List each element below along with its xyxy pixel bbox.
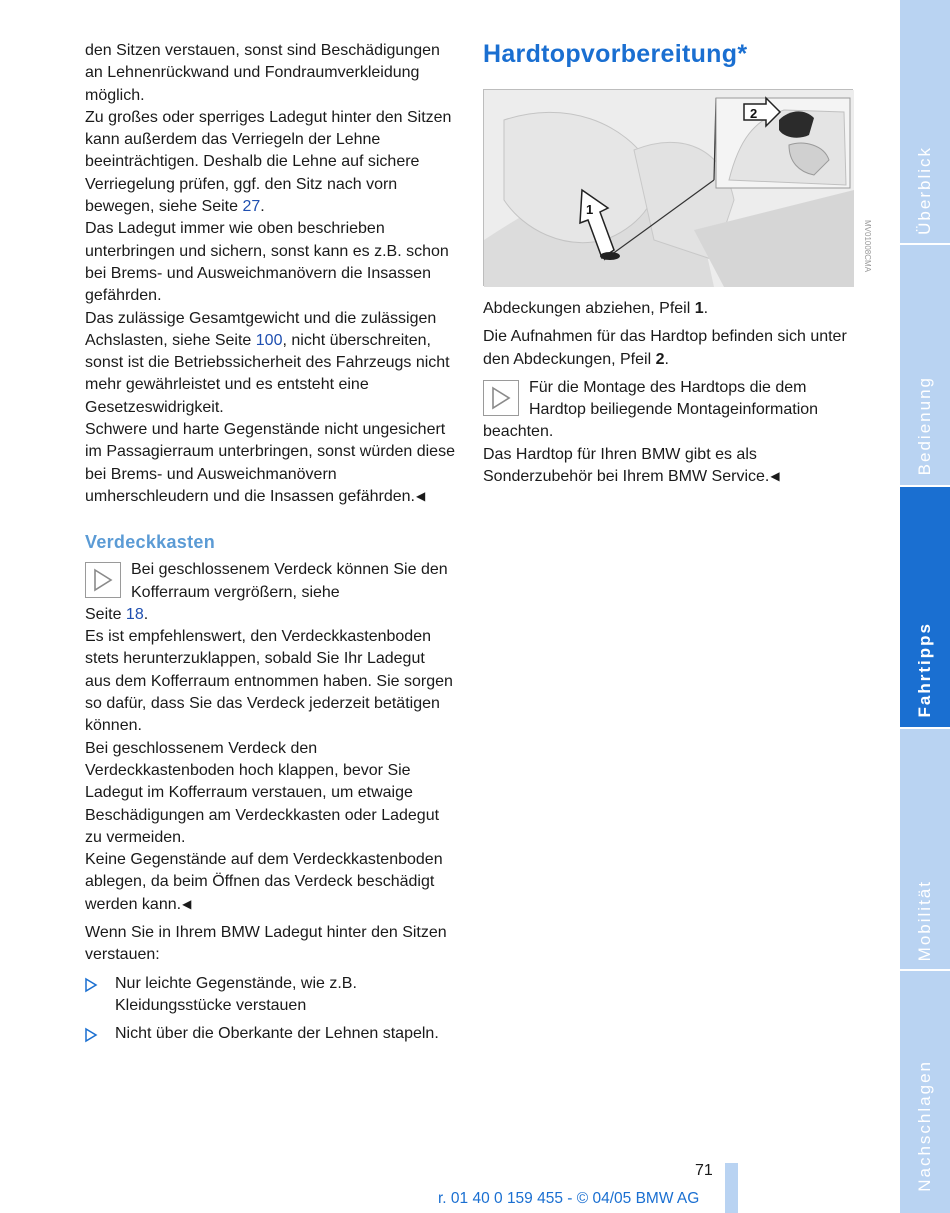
- left-column: [85, 40, 455, 1051]
- tab-fahrtipps[interactable]: [900, 487, 950, 727]
- note-tail: beachten.: [483, 423, 554, 441]
- footer-publication-info: r. 01 40 0 159 455 - © 04/05 BMW AG: [438, 1190, 700, 1207]
- chapter-sidebar: [900, 0, 950, 1213]
- paragraph: Das Ladegut immer wie oben beschrieben unterbringen und sichern, sonst kann es z.B. schon bei Brems- und Ausweichmanövern die Insassen gefährden.: [85, 220, 449, 305]
- note-block: [483, 377, 855, 444]
- page-link-27[interactable]: 27: [242, 198, 261, 216]
- page-link-18[interactable]: 18: [125, 605, 144, 623]
- tab-label: Überblick: [915, 146, 934, 235]
- figure-code: [856, 220, 872, 290]
- tab-label: Bedienung: [915, 375, 934, 475]
- list-item-text: Nur leichte Gegenstände, wie z.B. Kleidungsstücke verstauen: [115, 974, 357, 1014]
- punctuation: .: [260, 198, 265, 216]
- paragraph: [85, 308, 455, 419]
- tab-ueberblick[interactable]: [900, 0, 950, 243]
- paragraph-text: Die Aufnahmen für das Hardtop befinden sich unter den Abdeckungen, Pfeil: [483, 328, 847, 368]
- arrow-reference: 1: [694, 300, 704, 317]
- note-tail-text: Seite: [85, 605, 126, 623]
- right-column: [483, 40, 855, 488]
- page-number-bar: [725, 1163, 738, 1213]
- paragraph-text: Keine Gegenstände auf dem Verdeckkastenboden ablegen, da beim Öffnen das Verdeck beschädigt werden kann.: [85, 851, 443, 913]
- bullet-triangle-icon: [85, 1027, 97, 1049]
- punctuation: .: [703, 300, 709, 317]
- paragraph-text: Das Hardtop für Ihren BMW gibt es als Sonderzubehör bei Ihrem BMW Service.: [483, 445, 770, 486]
- punctuation: .: [664, 350, 669, 368]
- list-item-text: Nicht über die Oberkante der Lehnen stapeln.: [115, 1025, 439, 1043]
- tab-label: Fahrtipps: [915, 621, 934, 717]
- list-item: [85, 973, 455, 1018]
- bullet-triangle-icon: [85, 977, 97, 999]
- hardtop-illustration: [483, 89, 853, 286]
- paragraph: Bei geschlossenem Verdeck den Verdeckkastenboden hoch klappen, bevor Sie Ladegut im Kofferraum verstauen, um etwaige Beschädigungen am Verdeckkasten oder Ladegut zu vermeiden.: [85, 739, 440, 846]
- punctuation: .: [143, 605, 149, 623]
- paragraph: Wenn Sie in Ihrem BMW Ladegut hinter den Sitzen verstauen:: [85, 923, 447, 964]
- section-heading: Verdeckkasten: [85, 532, 215, 553]
- paragraph: Es ist empfehlenswert, den Verdeckkastenboden stets herunterzuklappen, sobald Sie Ihr Ladegut aus dem Kofferraum entnommen haben. Sie sorgen so dafür, dass Sie das Verdeck jederzeit betätigen können.: [85, 628, 453, 735]
- note-block: [85, 559, 455, 626]
- paragraph: den Sitzen verstauen, sonst sind Beschädigungen an Lehnenrückwand und Fondraumverkleidung möglich.: [85, 42, 440, 104]
- note-text: Für die Montage des Hardtops die dem Hardtop beiliegende Montageinformation: [529, 378, 819, 419]
- figure-code-text: MV01008CMA: [863, 220, 872, 273]
- arrow-label-2: 2: [750, 106, 758, 121]
- tab-label: Nachschlagen: [915, 1060, 934, 1192]
- arrow-reference: 2: [655, 350, 665, 368]
- paragraph: [85, 107, 455, 218]
- note-text: Bei geschlossenem Verdeck können Sie den Kofferraum vergrößern, siehe: [131, 561, 448, 601]
- arrow-label-1: 1: [586, 202, 594, 217]
- bullet-list: [85, 973, 455, 1046]
- caption-text: Abdeckungen abziehen, Pfeil: [483, 300, 695, 317]
- paragraph: [483, 326, 855, 371]
- paragraph-text: Zu großes oder sperriges Ladegut hinter den Sitzen kann außerdem das Verriegeln der Lehne beeinträchtigen. Deshalb die Lehne auf sichere Verriegelung prüfen, ggf. den Sitz nach vorn bewegen, siehe Seite: [85, 108, 452, 216]
- paragraph: [85, 419, 455, 508]
- note-tail: [85, 604, 455, 626]
- tab-nachschlagen[interactable]: [900, 971, 950, 1196]
- end-mark-icon: ◀: [416, 488, 426, 503]
- note-icon: [85, 562, 121, 598]
- tab-label: Mobilität: [915, 879, 934, 961]
- list-item: [85, 1023, 455, 1045]
- paragraph-text: Das zulässige Gesamtgewicht und die zulässigen Achslasten, siehe Seite: [85, 309, 437, 349]
- paragraph-text: , nicht überschreiten, sonst ist die Betriebssicherheit des Fahrzeugs nicht mehr gewährleistet und es entsteht eine Gesetzeswidrigkeit.: [85, 331, 450, 416]
- tab-bedienung[interactable]: [900, 245, 950, 485]
- page-heading: Hardtopvorbereitung*: [483, 40, 748, 68]
- figure-caption: [483, 298, 855, 320]
- end-mark-icon: ◀: [182, 896, 192, 911]
- end-mark-icon: ◀: [770, 469, 780, 484]
- note-icon: [483, 380, 519, 416]
- paragraph: [483, 444, 855, 489]
- page-number: 71: [695, 1162, 713, 1179]
- paragraph-text: Schwere und harte Gegenstände nicht ungesichert im Passagierraum unterbringen, sonst würden diese bei Brems- und Ausweichmanövern umherschleudern und die Insassen gefährden.: [85, 421, 455, 505]
- paragraph: [85, 849, 455, 916]
- tab-mobilitaet[interactable]: [900, 729, 950, 969]
- page-link-100[interactable]: 100: [255, 331, 283, 349]
